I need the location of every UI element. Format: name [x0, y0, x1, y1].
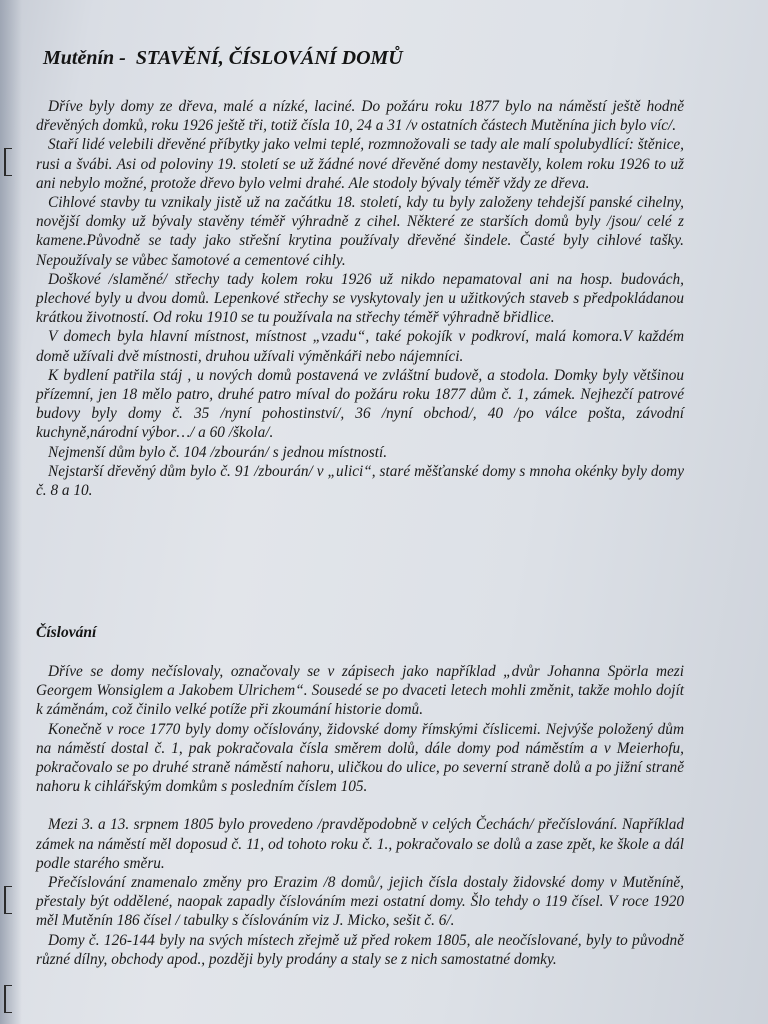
paragraph: Dříve se domy nečíslovaly, označovaly se v zápisech jako například „dvůr Johanna Spörla mezi Georgem Wonsiglem a Jakobem Ulrichem“. Sousedé se po dvaceti letech mohli změnit, takže mohlo dojít k záměnám, což činilo velké potíže při zkoumání historie domů.: [36, 663, 684, 719]
paragraph: Dříve byly domy ze dřeva, malé a nízké, laciné. Do požáru roku 1877 bylo na náměstí ještě hodně dřevěných domků, roku 1926 ještě tři, totiž čísla 10, 24 a 31 /v ostatních částech Mutěnína jich bylo víc/.: [36, 98, 684, 135]
paragraph: Konečně v roce 1770 byly domy očíslovány, židovské domy římskými číslicemi. Nejvýše položený dům na náměstí dostal č. 1, pak pokračovala čísla směrem dolů, dále domy pod náměstím a v Meierhofu, pokračovalo se po druhé straně náměstí nahoru, uličkou do ulice, po severní straně dolů a po jižní straně nahoru k cihlářským domkům s posledním číslem 105.: [36, 720, 684, 796]
paragraph: Nejmenší dům bylo č. 104 /zbourán/ s jednou místností.: [48, 443, 388, 461]
paragraph: V domech byla hlavní místnost, místnost „vzadu“, také pokojík v podkroví, malá komora.V každém domě užívali dvě místnosti, druhou užívali výměnkáři nebo nájemníci.: [36, 328, 684, 365]
paragraph: Nejstarší dřevěný dům bylo č. 91 /zbourán/ v „ulici“, staré měšťanské domy s mnoha okénky byly domy č. 8 a 10.: [36, 462, 684, 500]
paragraph: Přečíslování znamenalo změny pro Erazim /8 domů/, jejich čísla dostaly židovské domy v Mutěníně, přestaly být oddělené, naopak zapadly číslováním mezi ostatní domy. Šlo tehdy o 119 čísel. V roce 1920 měl Mutěnín 186 čísel / tabulky s číslováním viz J. Micko, sešit č. 6/.: [36, 874, 684, 930]
title-place: Mutěnín -: [43, 47, 126, 69]
paragraph: Doškové /slaměné/ střechy tady kolem roku 1926 už nikdo nepamatoval ani na hosp. budovách, plechové byly u dvou domů. Lepenkové střechy se vyskytovaly jen u užitkových staveb s předpokládanou krátkou životností. Od roku 1910 se tu používala na střechy téměř výhradně břidlice.: [36, 270, 684, 327]
paragraph: Mezi 3. a 13. srpnem 1805 bylo provedeno /pravděpodobně v celých Čechách/ přečíslování. Například zámek na náměstí měl doposud č. 11, od tohoto roku č. 1., pokračovalo se dolů a zase zpět, ke škole a dál podle starého směru.: [36, 816, 684, 872]
binding-hole-mark: [4, 985, 12, 1013]
binding-hole-mark: [4, 886, 12, 914]
paragraph: Cihlové stavby tu vznikaly jistě už na začátku 18. století, kdy tu byly založeny tehdejší panské cihelny, novější domky už bývaly stavěny téměř výhradně z cihel. Některé ze starších domů byly /jsou/ celé z kamene.Původně se tady jako střešní krytina používaly dřevěné šindele. Časté byly cihlové tašky. Nepoužívaly se vůbec šamotové a cementové cihly.: [36, 194, 684, 269]
paragraph: K bydlení patřila stáj , u nových domů postavená ve zvláštní budově, a stodola. Domky byly většinou přízemní, jen 18 mělo patro, druhé patro míval do požáru roku 1877 dům č. 1, zámek. Nejhezčí patrové budovy byly domy č. 35 /nyní pohostinství/, 36 /nyní obchod/, 40 /po válce pošta, závodní kuchyně,národní výbor…/ a 60 /škola/.: [36, 366, 684, 442]
title-subject: STAVĚNÍ, ČÍSLOVÁNÍ DOMŮ: [135, 47, 403, 69]
section-numbering-heading: Číslování: [36, 624, 97, 641]
section-building-text: [36, 97, 684, 500]
paragraph: Staří lidé velebili dřevěné příbytky jako velmi teplé, rozmnožovali se tady ale malí spolubydlící: štěnice, rusi a švábi. Asi od poloviny 19. století se už žádné nové dřevěné domy nestavěly, kolem roku 1926 to už ani nebylo možné, protože dřevo bylo velmi drahé. Ale stodoly bývaly téměř vždy ze dřeva.: [36, 136, 684, 192]
section-numbering-text: [36, 662, 684, 969]
binding-hole-mark: [4, 148, 12, 176]
paragraph: Domy č. 126-144 byly na svých místech zřejmě už před rokem 1805, ale neočíslované, byly to původně různé dílny, obchody apod., později byly prodány a staly se z nich samostatné domky.: [36, 931, 684, 968]
document-title: [43, 47, 403, 70]
